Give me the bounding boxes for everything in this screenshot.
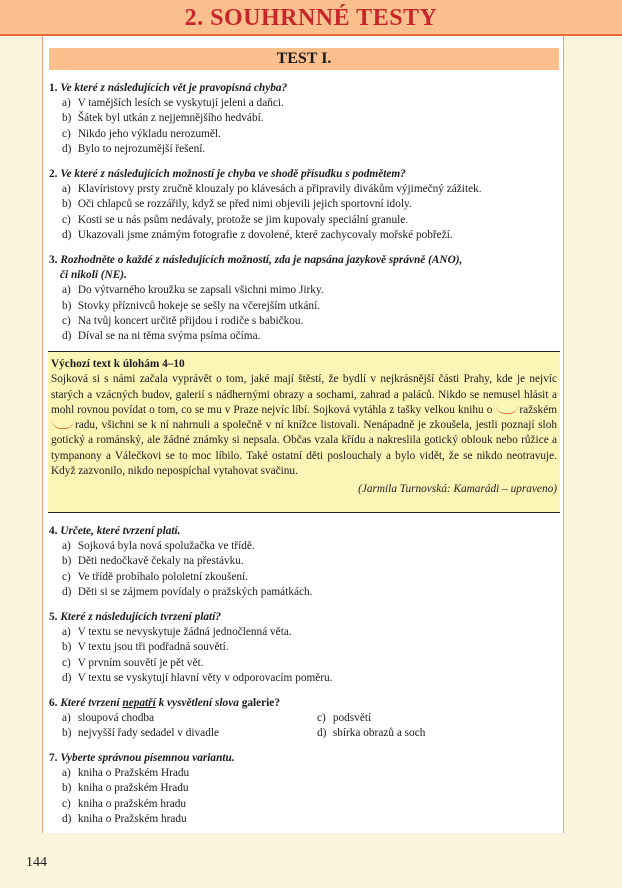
option: d) Ukazovali jsme známým fotografie z dovolené, které zachycovaly mořské pobřeží. <box>62 228 453 241</box>
option: c) Ve třídě probíhalo pololetní zkoušení. <box>62 570 248 583</box>
options-row <box>49 726 559 741</box>
option: d) Díval se na ni těma svýma psíma očíma. <box>62 330 261 343</box>
option: c) Nikdo jeho výkladu nerozuměl. <box>62 127 221 140</box>
question-6-text: 6. Které tvrzení nepatří k vysvětlení slova galerie? <box>49 697 280 709</box>
page-footer <box>0 833 622 888</box>
question-1 <box>49 81 559 157</box>
question-4 <box>49 524 559 600</box>
source-citation: (Jarmila Turnovská: Kamarádi – upraveno) <box>358 483 557 496</box>
option: a) V textu se nevyskytuje žádná jednočlenná věta. <box>62 626 292 639</box>
option: a) Do výtvarného kroužku se zapsali všichni mimo Jirky. <box>62 284 324 297</box>
option: a) V tamějších lesích se vyskytují jeleni a daňci. <box>62 97 284 110</box>
option: d) sbírka obrazů a soch <box>317 727 426 740</box>
missing-letter-blank <box>496 405 518 414</box>
question-1-text: 1. Ve které z následujících vět je pravopisná chyba? <box>49 82 288 94</box>
option: b) V textu jsou tři podřadná souvětí. <box>62 641 229 654</box>
question-5-text: 5. Které z následujících tvrzení platí? <box>49 611 221 623</box>
option: a) kniha o Pražském Hradu <box>62 767 190 780</box>
question-5 <box>49 610 559 686</box>
chapter-header <box>0 0 622 36</box>
option: a) sloupová chodba <box>62 712 155 725</box>
option: d) Děti si se zájmem povídaly o pražských památkách. <box>62 585 313 598</box>
question-6 <box>49 696 559 742</box>
source-text-box <box>48 351 560 513</box>
page-number: 144 <box>26 855 47 870</box>
question-2-text: 2. Ve které z následujících možností je chyba ve shodě přísudku s podmětem? <box>49 168 406 180</box>
option: b) Stovky příznivců hokeje se sešly na včerejším utkání. <box>62 299 321 312</box>
option: c) kniha o pražském hradu <box>62 797 187 810</box>
question-7-text: 7. Vyberte správnou písemnou variantu. <box>49 752 235 764</box>
option: b) Šátek byl utkán z nejjemnějšího hedvábí. <box>62 112 264 125</box>
option: b) Oči chlapců se rozzářily, když se před nimi objevili jejich sportovní idoly. <box>62 198 412 211</box>
test-title: TEST I. <box>49 48 559 70</box>
option: c) V prvním souvětí je pět vět. <box>62 656 204 669</box>
chapter-title: 2. SOUHRNNÉ TESTY <box>184 5 438 31</box>
option: d) V textu se vyskytují hlavní věty v odporovacím poměru. <box>62 671 333 684</box>
missing-letter-blank <box>52 420 74 429</box>
question-3-text: 3. Rozhodněte o každé z následujících možností, zda je napsána jazykově správně (ANO), <box>49 254 463 266</box>
question-2 <box>49 167 559 243</box>
option: a) Klavíristovy prsty zručně klouzaly po klávesách a připravily divákům výjimečný zážitek. <box>62 183 482 196</box>
option: b) Děti nedočkavě čekaly na přestávku. <box>62 555 244 568</box>
source-paragraph: Sojková si s námi začala vyprávět o tom, jaké mají štěstí, že bydlí v nejkrásnější části Prahy, kde je nejvíc starých a vzácných budov, galerií s nádhernými obrazy a sochami, zahrad a paláců. Nikdo se nemusel hlásit a mohl rovnou povídat o tom, co se mu v Praze nejvíc líbí. Sojková vytáhla z tašky velkou knihu o ražském radu, všichni se k ní nahrnuli a společně v ní knížce listovali. Nenápadně je zkoušela, jestli poznají sloh gotický a románský, ale žádné známky si nepsala. Občas vzala křídu a nakreslila gotický oblouk nebo růžice a tympanony a Válečkovi se to moc líbilo. Také ostatní děti poslouchaly a bylo vidět, že se nikdo neotravuje. Když zazvonilo, nikdo nepospíchal vytahovat svačinu. <box>51 373 557 478</box>
source-title: Výchozí text k úlohám 4–10 <box>51 358 185 370</box>
question-3-text-cont: či nikoli (NE). <box>60 269 127 282</box>
option: b) nejvyšší řady sedadel v divadle <box>62 727 220 740</box>
page-content <box>42 36 564 833</box>
option: d) kniha o Pražském hradu <box>62 812 187 825</box>
options-row <box>49 711 559 726</box>
option: b) kniha o pražském Hradu <box>62 782 189 795</box>
option: d) Bylo to nejrozumější řešení. <box>62 142 206 155</box>
question-7 <box>49 751 559 827</box>
question-3 <box>49 253 559 344</box>
question-4-text: 4. Určete, které tvrzení platí. <box>49 525 181 537</box>
option: a) Sojková byla nová spolužačka ve třídě. <box>62 540 255 553</box>
option: c) Na tvůj koncert určitě přijdou i rodiče s babičkou. <box>62 314 304 327</box>
option: c) Kosti se u nás psům nedávaly, protože se jim kupovaly speciální granule. <box>62 213 409 226</box>
option: c) podsvětí <box>317 712 372 725</box>
